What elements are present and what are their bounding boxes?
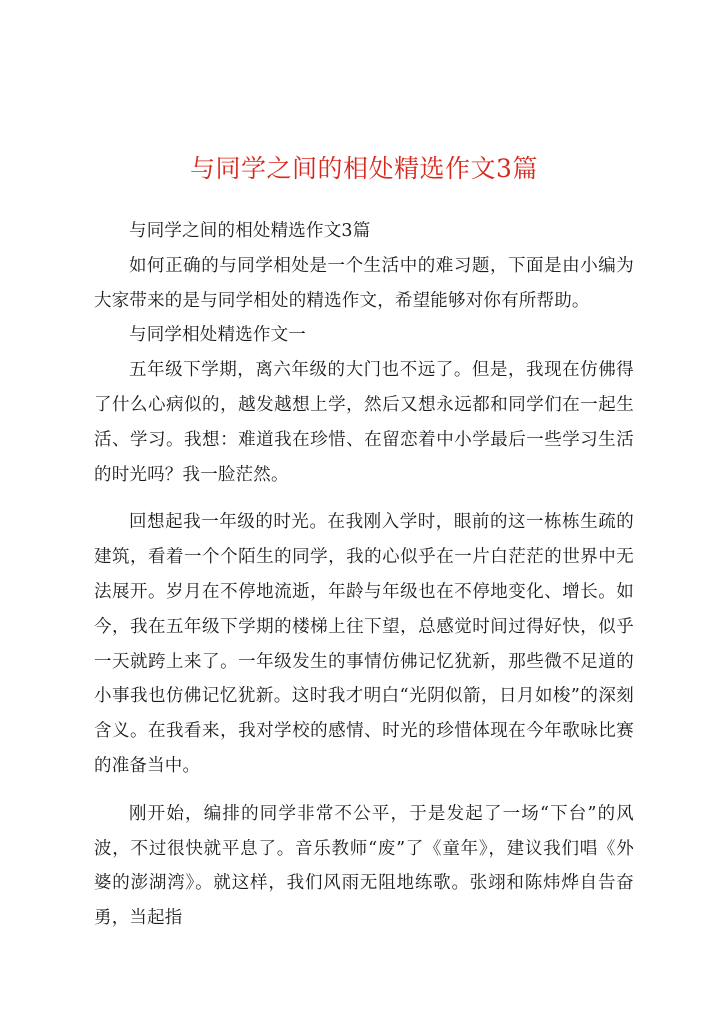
document-title: 与同学之间的相处精选作文3篇 (190, 154, 538, 183)
document-page (94, 150, 634, 936)
paragraph-subtitle: 与同学之间的相处精选作文3篇 (129, 221, 371, 241)
paragraph-body-2: 回想起我一年级的时光。在我刚入学时，眼前的这一栋栋生疏的建筑，看着一个个陌生的同学，我的心似乎在一片白茫茫的世界中无法展开。岁月在不停地流逝，年龄与年级也在不停地变化、增长。如今，我在五年级下学期的楼梯上往下望，总感觉时间过得好快，似乎一天就跨上来了。一年级发生的事情仿佛记忆犹新，那些微不足道的小事我也仿佛记忆犹新。这时我才明白“光阴似箭，日月如梭”的深刻含义。在我看来，我对学校的感情、时光的珍惜体现在今年歌咏比赛的准备当中。 (94, 512, 634, 776)
paragraph-body-1: 五年级下学期，离六年级的大门也不远了。但是，我现在仿佛得了什么心病似的，越发越想上学，然后又想永远都和同学们在一起生活、学习。我想：难道我在珍惜、在留恋着中小学最后一些学习生活的时光吗？我一脸茫然。 (94, 360, 634, 485)
paragraph-body-3: 刚开始，编排的同学非常不公平，于是发起了一场“下台”的风波，不过很快就平息了。音乐教师“废”了《童年》，建议我们唱《外婆的澎湖湾》。就这样，我们风雨无阻地练歌。张翊和陈炜烨自告奋勇，当起指 (94, 803, 634, 929)
paragraph-section-heading: 与同学相处精选作文一 (129, 325, 306, 346)
paragraph-intro: 如何正确的与同学相处是一个生活中的难习题，下面是由小编为大家带来的是与同学相处的精选作文，希望能够对你有所帮助。 (94, 255, 634, 311)
